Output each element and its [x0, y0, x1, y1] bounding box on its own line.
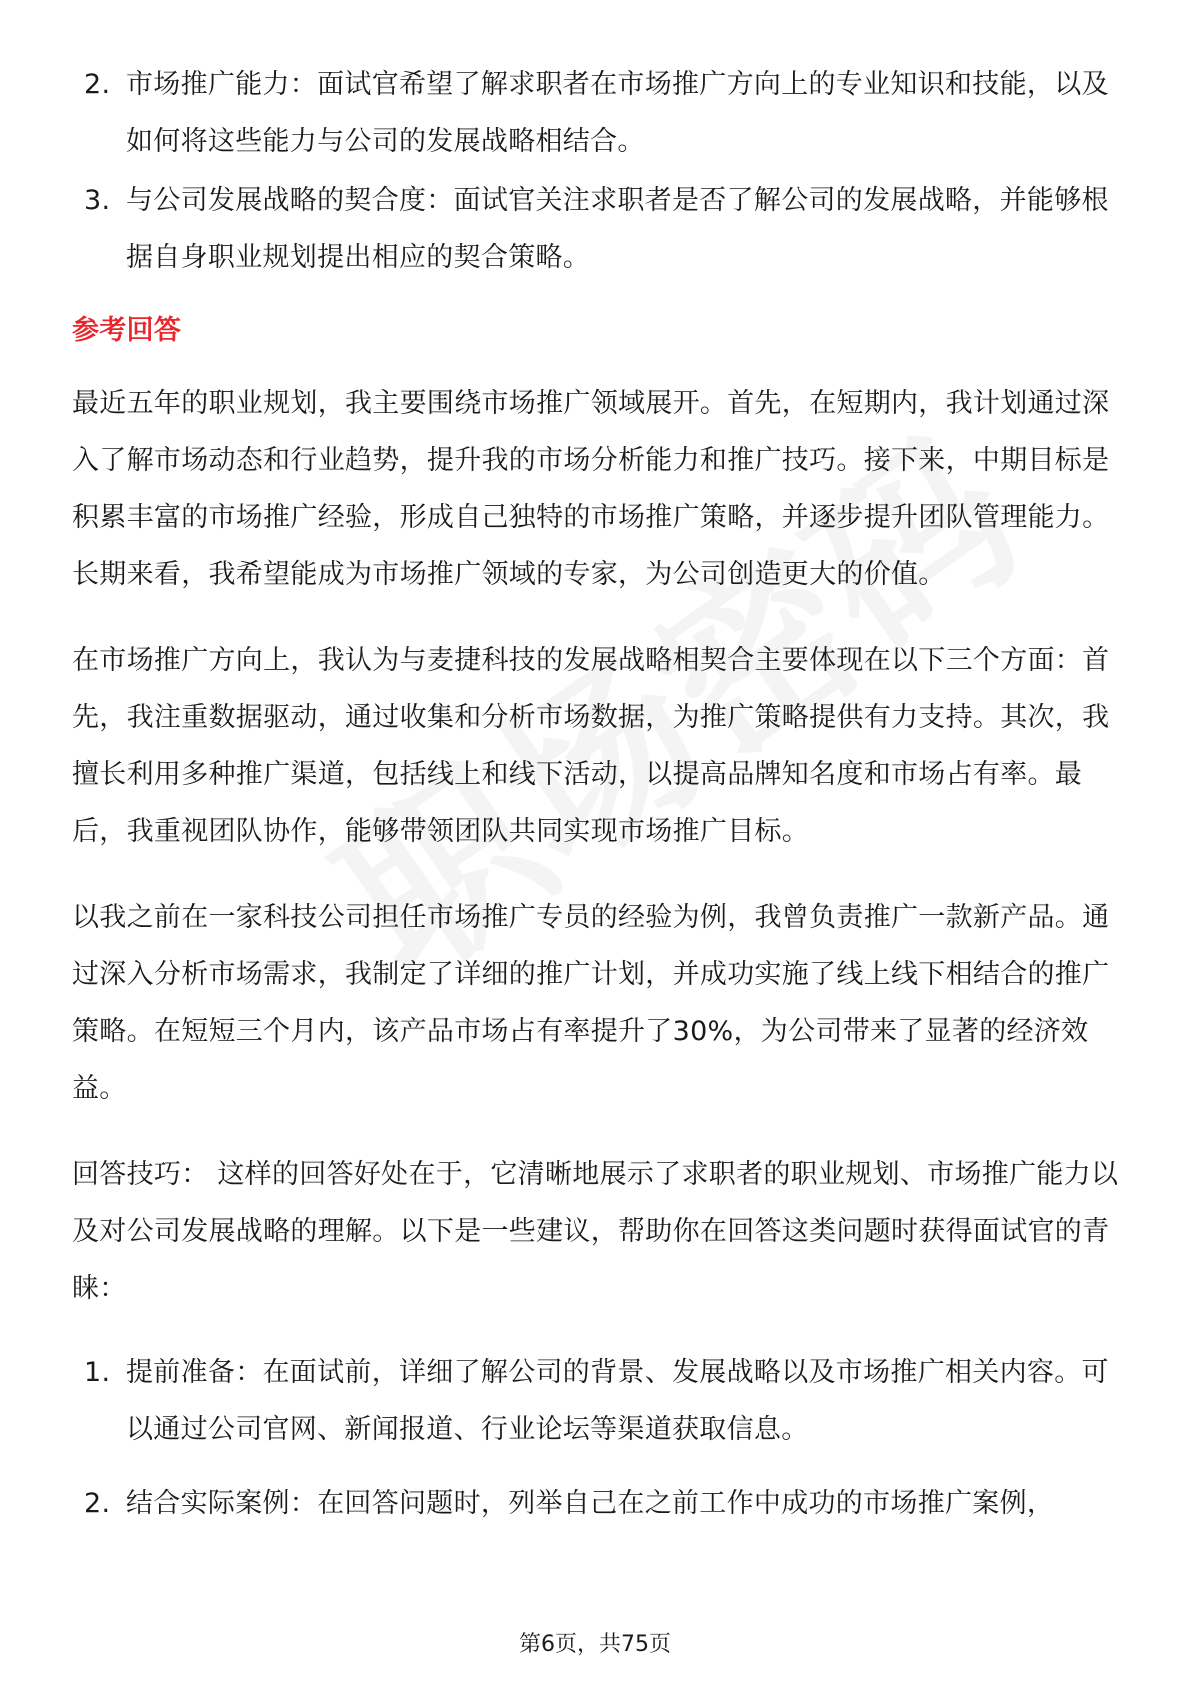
document-content — [72, 56, 1122, 1549]
paragraph: 回答技巧： 这样的回答好处在于，它清晰地展示了求职者的职业规划、市场推广能力以及对公司发展战略的理解。以下是一些建议，帮助你在回答这类问题时获得面试官的青睐： — [72, 1159, 1119, 1304]
section-heading: 参考回答 — [72, 315, 182, 346]
list-item-text: 市场推广能力：面试官希望了解求职者在市场推广方向上的专业知识和技能，以及如何将这些能力与公司的发展战略相结合。 — [126, 69, 1109, 157]
list-item — [72, 1475, 1122, 1532]
paragraph: 以我之前在一家科技公司担任市场推广专员的经验为例，我曾负责推广一款新产品。通过深入分析市场需求，我制定了详细的推广计划，并成功实施了线上线下相结合的推广策略。在短短三个月内，该产品市场占有率提升了30%，为公司带来了显著的经济效益。 — [72, 902, 1110, 1104]
paragraph: 在市场推广方向上，我认为与麦捷科技的发展战略相契合主要体现在以下三个方面：首先，我注重数据驱动，通过收集和分析市场数据，为推广策略提供有力支持。其次，我擅长利用多种推广渠道，包括线上和线下活动，以提高品牌知名度和市场占有率。最后，我重视团队协作，能够带领团队共同实现市场推广目标。 — [72, 645, 1110, 847]
list-item-number: 3. — [84, 185, 111, 216]
list-item-text: 结合实际案例：在回答问题时，列举自己在之前工作中成功的市场推广案例， — [126, 1488, 1055, 1519]
list-item-number: 2. — [84, 69, 111, 100]
list-item-text: 与公司发展战略的契合度：面试官关注求职者是否了解公司的发展战略，并能够根据自身职业规划提出相应的契合策略。 — [126, 185, 1109, 273]
list-item-number: 2. — [84, 1488, 111, 1519]
criteria-list — [72, 56, 1122, 286]
list-item-text: 提前准备：在面试前，详细了解公司的背景、发展战略以及市场推广相关内容。可以通过公司官网、新闻报道、行业论坛等渠道获取信息。 — [126, 1357, 1109, 1445]
list-item — [72, 1344, 1122, 1458]
page-number: 第6页，共75页 — [519, 1632, 671, 1657]
tips-list — [72, 1344, 1122, 1532]
list-item — [72, 56, 1122, 170]
paragraph: 最近五年的职业规划，我主要围绕市场推广领域展开。首先，在短期内，我计划通过深入了解市场动态和行业趋势，提升我的市场分析能力和推广技巧。接下来，中期目标是积累丰富的市场推广经验，形成自己独特的市场推广策略，并逐步提升团队管理能力。长期来看，我希望能成为市场推广领域的专家，为公司创造更大的价值。 — [72, 388, 1110, 590]
list-item — [72, 172, 1122, 286]
list-item-number: 1. — [84, 1357, 111, 1388]
